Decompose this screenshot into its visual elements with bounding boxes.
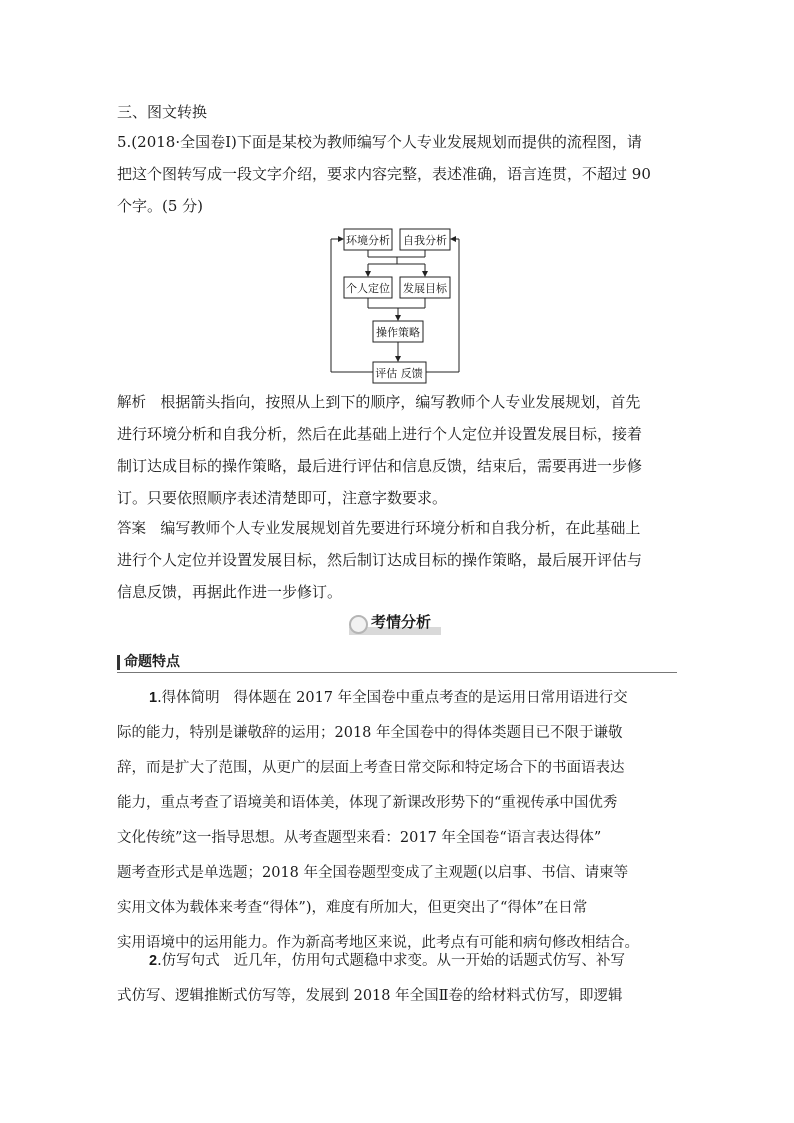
point1-text: 得体题在 2017 年全国卷中重点考查的是运用日常用语进行交 [233, 690, 628, 706]
flow-node-goal: 发展目标 [403, 282, 447, 295]
point1-line: 题考查形式是单选题；2018 年全国卷题型变成了主观题(以启事、书信、请柬等 [117, 865, 629, 881]
analysis-line [117, 391, 677, 414]
point2-num: 2 [149, 953, 158, 969]
point2-text: 近几年，仿用句式题稳中求变。从一开始的话题式仿写、补写 [233, 953, 626, 969]
flow-node-self: 自我分析 [403, 234, 447, 247]
analysis-label: 解析 [117, 395, 146, 411]
point1-line: 实用语境中的运用能力。作为新高考地区来说，此考点有可能和病句修改相结合。 [117, 935, 639, 951]
point1-line: 文化传统”这一指导思想。从考查题型来看：2017 年全国卷“语言表达得体” [117, 830, 602, 846]
answer-label: 答案 [117, 521, 146, 537]
analysis-line: 制订达成目标的操作策略，最后进行评估和信息反馈，结束后，需要再进一步修 [117, 457, 643, 475]
question-line: 把这个图转写成一段文字介绍，要求内容完整，表述准确，语言连贯，不超过 90 [117, 165, 651, 183]
answer-line [117, 517, 677, 540]
point1-line: 辞，而是扩大了范围，从更广的层面上考查日常交际和特定场合下的书面语表达 [117, 760, 625, 776]
point2-title: .仿写句式 [157, 953, 220, 969]
answer-line: 信息反馈，再据此作进一步修订。 [117, 583, 343, 601]
flow-node-position: 个人定位 [346, 282, 390, 295]
point1-line: 际的能力，特别是谦敬辞的运用；2018 年全国卷中的得体类题目已不限于谦敬 [117, 725, 623, 741]
subsection-title: 命题特点 [124, 654, 180, 670]
point1-line: 实用文体为载体来考查“得体”)，难度有所加大，但更突出了“得体”在日常 [117, 900, 588, 916]
flow-node-env: 环境分析 [346, 234, 390, 247]
subsection-heading [117, 652, 677, 673]
question-line: 5.(2018·全国卷Ⅰ)下面是某校为教师编写个人专业发展规划而提供的流程图，请 [117, 133, 642, 151]
analysis-line: 进行环境分析和自我分析，然后在此基础上进行个人定位并设置发展目标，接着 [117, 425, 643, 443]
answer-text: 编写教师个人专业发展规划首先要进行环境分析和自我分析，在此基础上 [160, 519, 641, 537]
flow-node-feedback: 评估 反馈 [375, 367, 423, 380]
point2-line: 式仿写、逻辑推断式仿写等，发展到 2018 年全国Ⅱ卷的给材料式仿写，即逻辑 [117, 988, 623, 1004]
point1-num: 1 [149, 690, 158, 706]
flow-node-strategy: 操作策略 [376, 326, 420, 339]
point1-line [149, 687, 679, 709]
point2-line [149, 950, 679, 972]
banner-title: 考情分析 [371, 613, 432, 631]
flowchart [325, 226, 465, 386]
point1-title: .得体简明 [157, 690, 220, 706]
magnifier-icon [349, 615, 368, 634]
analysis-text: 根据箭头指向，按照从上到下的顺序，编写教师个人专业发展规划，首先 [160, 393, 641, 411]
heading-bar [117, 655, 120, 670]
analysis-line: 订。只要依照顺序表述清楚即可，注意字数要求。 [117, 489, 448, 507]
section-title: 三、图文转换 [117, 103, 208, 121]
point1-line: 能力，重点考查了语境美和语体美，体现了新课改形势下的“重视传承中国优秀 [117, 795, 618, 811]
question-line: 个字。(5 分) [117, 197, 204, 215]
answer-line: 进行个人定位并设置发展目标，然后制订达成目标的操作策略，最后展开评估与 [117, 551, 643, 569]
section-banner [347, 612, 443, 636]
